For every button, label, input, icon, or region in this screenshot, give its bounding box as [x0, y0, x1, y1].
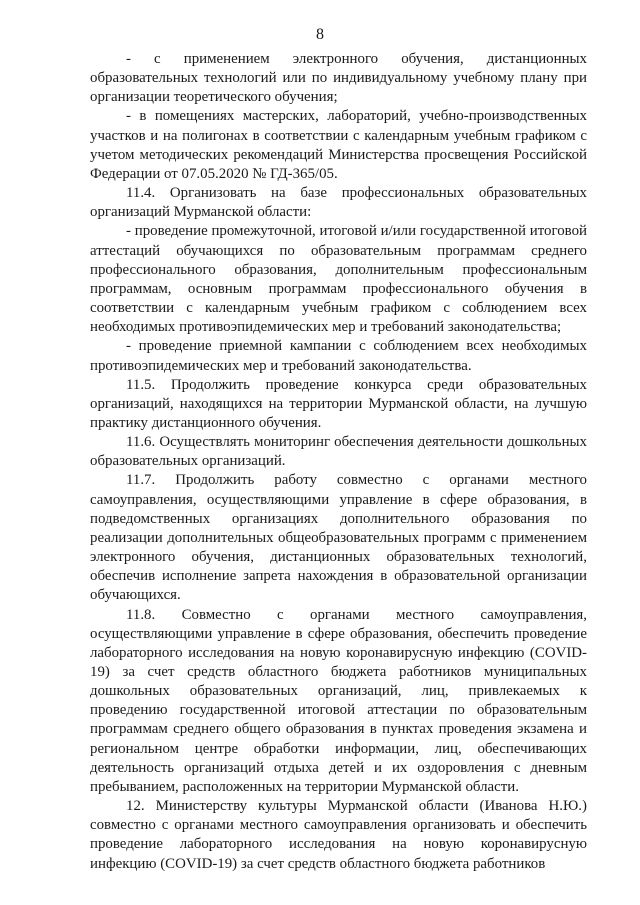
paragraph-12: 12. Министерству культуры Мурманской области (Иванова Н.Ю.) совместно с органами местного самоуправления организовать и обеспечить проведение лабораторного исследования на новую коронавирусную инфекцию (COVID-19) за счет средств областного бюджета работников	[90, 798, 587, 872]
paragraph-workshops: - в помещениях мастерских, лабораторий, учебно-производственных участков и на полигонах в соответствии с календарным учебным графиком с учетом методических рекомендаций Министерства просвещения Российской Федерации от 07.05.2020 № ГД-365/05.	[90, 108, 587, 182]
paragraph-admission-campaign: - проведение приемной кампании с соблюдением всех необходимых противоэпидемических мер и требований законодательства.	[90, 338, 587, 374]
paragraph-11-5: 11.5. Продолжить проведение конкурса среди образовательных организаций, находящихся на территории Мурманской области, на лучшую практику дистанционного обучения.	[90, 376, 587, 431]
paragraph-11-4: 11.4. Организовать на базе профессиональных образовательных организаций Мурманской области:	[90, 185, 587, 221]
paragraph-11-8: 11.8. Совместно с органами местного самоуправления, осуществляющими управление в сфере образования, обеспечить проведение лабораторного исследования на новую коронавирусную инфекцию (COVID-19) за счет средств областного бюджета работников муниципальных дошкольных образовательных организаций, лиц, привлекаемых к проведению государственной итоговой аттестации по образовательным программам среднего общего образования в пунктах проведения экзамена и региональном центре обработки информации, лиц, обеспечивающих деятельность организаций отдыха детей и их оздоровления с дневным пребыванием, расположенных на территории Мурманской области.	[90, 606, 587, 795]
paragraph-attestation: - проведение промежуточной, итоговой и/или государственной итоговой аттестаций обучающихся по образовательным программам среднего профессионального образования, дополнительным профессиональным программам, основным программам профессионального обучения в соответствии с календарным учебным графиком с соблюдением всех необходимых противоэпидемических мер и требований законодательства;	[90, 223, 587, 336]
document-body	[90, 50, 587, 874]
page-number: 8	[316, 26, 324, 43]
paragraph-11-7: 11.7. Продолжить работу совместно с органами местного самоуправления, осуществляющими управление в сфере образования, в подведомственных организациях дополнительного образования по реализации дополнительных общеобразовательных программ с применением электронного обучения, дистанционных образовательных технологий, обеспечив исполнение запрета нахождения в образовательной организации обучающихся.	[90, 472, 587, 604]
paragraph-11-6: 11.6. Осуществлять мониторинг обеспечения деятельности дошкольных образовательных организаций.	[90, 434, 587, 470]
paragraph-electronic-learning: - с применением электронного обучения, дистанционных образовательных технологий или по индивидуальному учебному плану при организации теоретического обучения;	[90, 51, 587, 106]
